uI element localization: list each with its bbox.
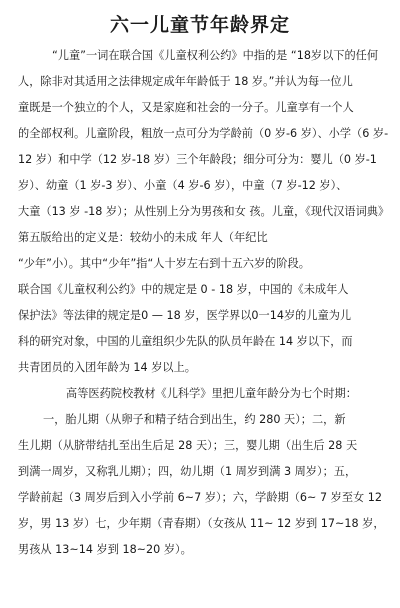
body-line: 共青团员的入团年龄为 14 岁以上。 [18, 361, 196, 374]
body-line: 学龄前起（3 周岁后到入小学前 6~7 岁）；六，学龄期（6~ 7 岁至女 12 [18, 491, 382, 504]
body-line: 岁）、幼童（1 岁-3 岁）、小童（4 岁-6 岁），中童（7 岁-12 岁）、 [18, 179, 348, 192]
body-line: 保护法》等法律的规定是0 — 18 岁，医学界以0一14岁的儿童为儿 [18, 309, 352, 322]
body-line: 一，胎儿期（从卵子和精子结合到出生，约 280 天）；二，新 [43, 413, 346, 426]
body-line: 男孩从 13~14 岁到 18~20 岁）。 [18, 543, 192, 556]
body-line: 到满一周岁，又称乳儿期）；四，幼儿期（1 周岁到满 3 周岁）；五， [18, 465, 357, 478]
body-line: 岁，男 13 岁）七，少年期（青春期）（女孩从 11~ 12 岁到 17~18 岁， [18, 517, 385, 530]
document-title: 六一儿童节年龄界定 [109, 14, 290, 36]
body-line: 高等医药院校教材《儿科学》里把儿童年龄分为七个时期： [66, 387, 357, 400]
body-line: 联合国《儿童权利公约》中的规定是 0 - 18 岁，中国的《未成年人 [18, 283, 349, 296]
body-line: 生儿期（从脐带结扎至出生后足 28 天）；三，婴儿期（出生后 28 天 [18, 439, 358, 452]
body-line: “少年”小）。其中“少年”指“人十岁左右到十五六岁的阶段。 [18, 257, 310, 270]
body-line: 的全部权利。儿童阶段，粗放一点可分为学龄前（0 岁-6 岁）、小学（6 岁- [18, 127, 389, 140]
body-line: 大童（13 岁 -18 岁）；从性别上分为男孩和女 孩。儿童，《现代汉语词典》 [18, 205, 390, 218]
body-line: 12 岁）和中学（12 岁-18 岁）三个年龄段；细分可分为：婴儿（0 岁-1 [18, 153, 377, 166]
body-line: 科的研究对象，中国的儿童组织少先队的队员年龄在 14 岁以下，而 [18, 335, 353, 348]
body-line: “儿童”一词在联合国《儿童权利公约》中指的是 “18岁以下的任何 [52, 49, 379, 62]
body-line: 童既是一个独立的个人，又是家庭和社会的一分子。儿童享有一个人 [18, 101, 354, 114]
body-line: 第五版给出的定义是：较幼小的未成 年人（年纪比 [18, 231, 268, 244]
body-line: 人，除非对其适用之法律规定成年年龄低于 18 岁。”并认为每一位儿 [18, 75, 353, 88]
